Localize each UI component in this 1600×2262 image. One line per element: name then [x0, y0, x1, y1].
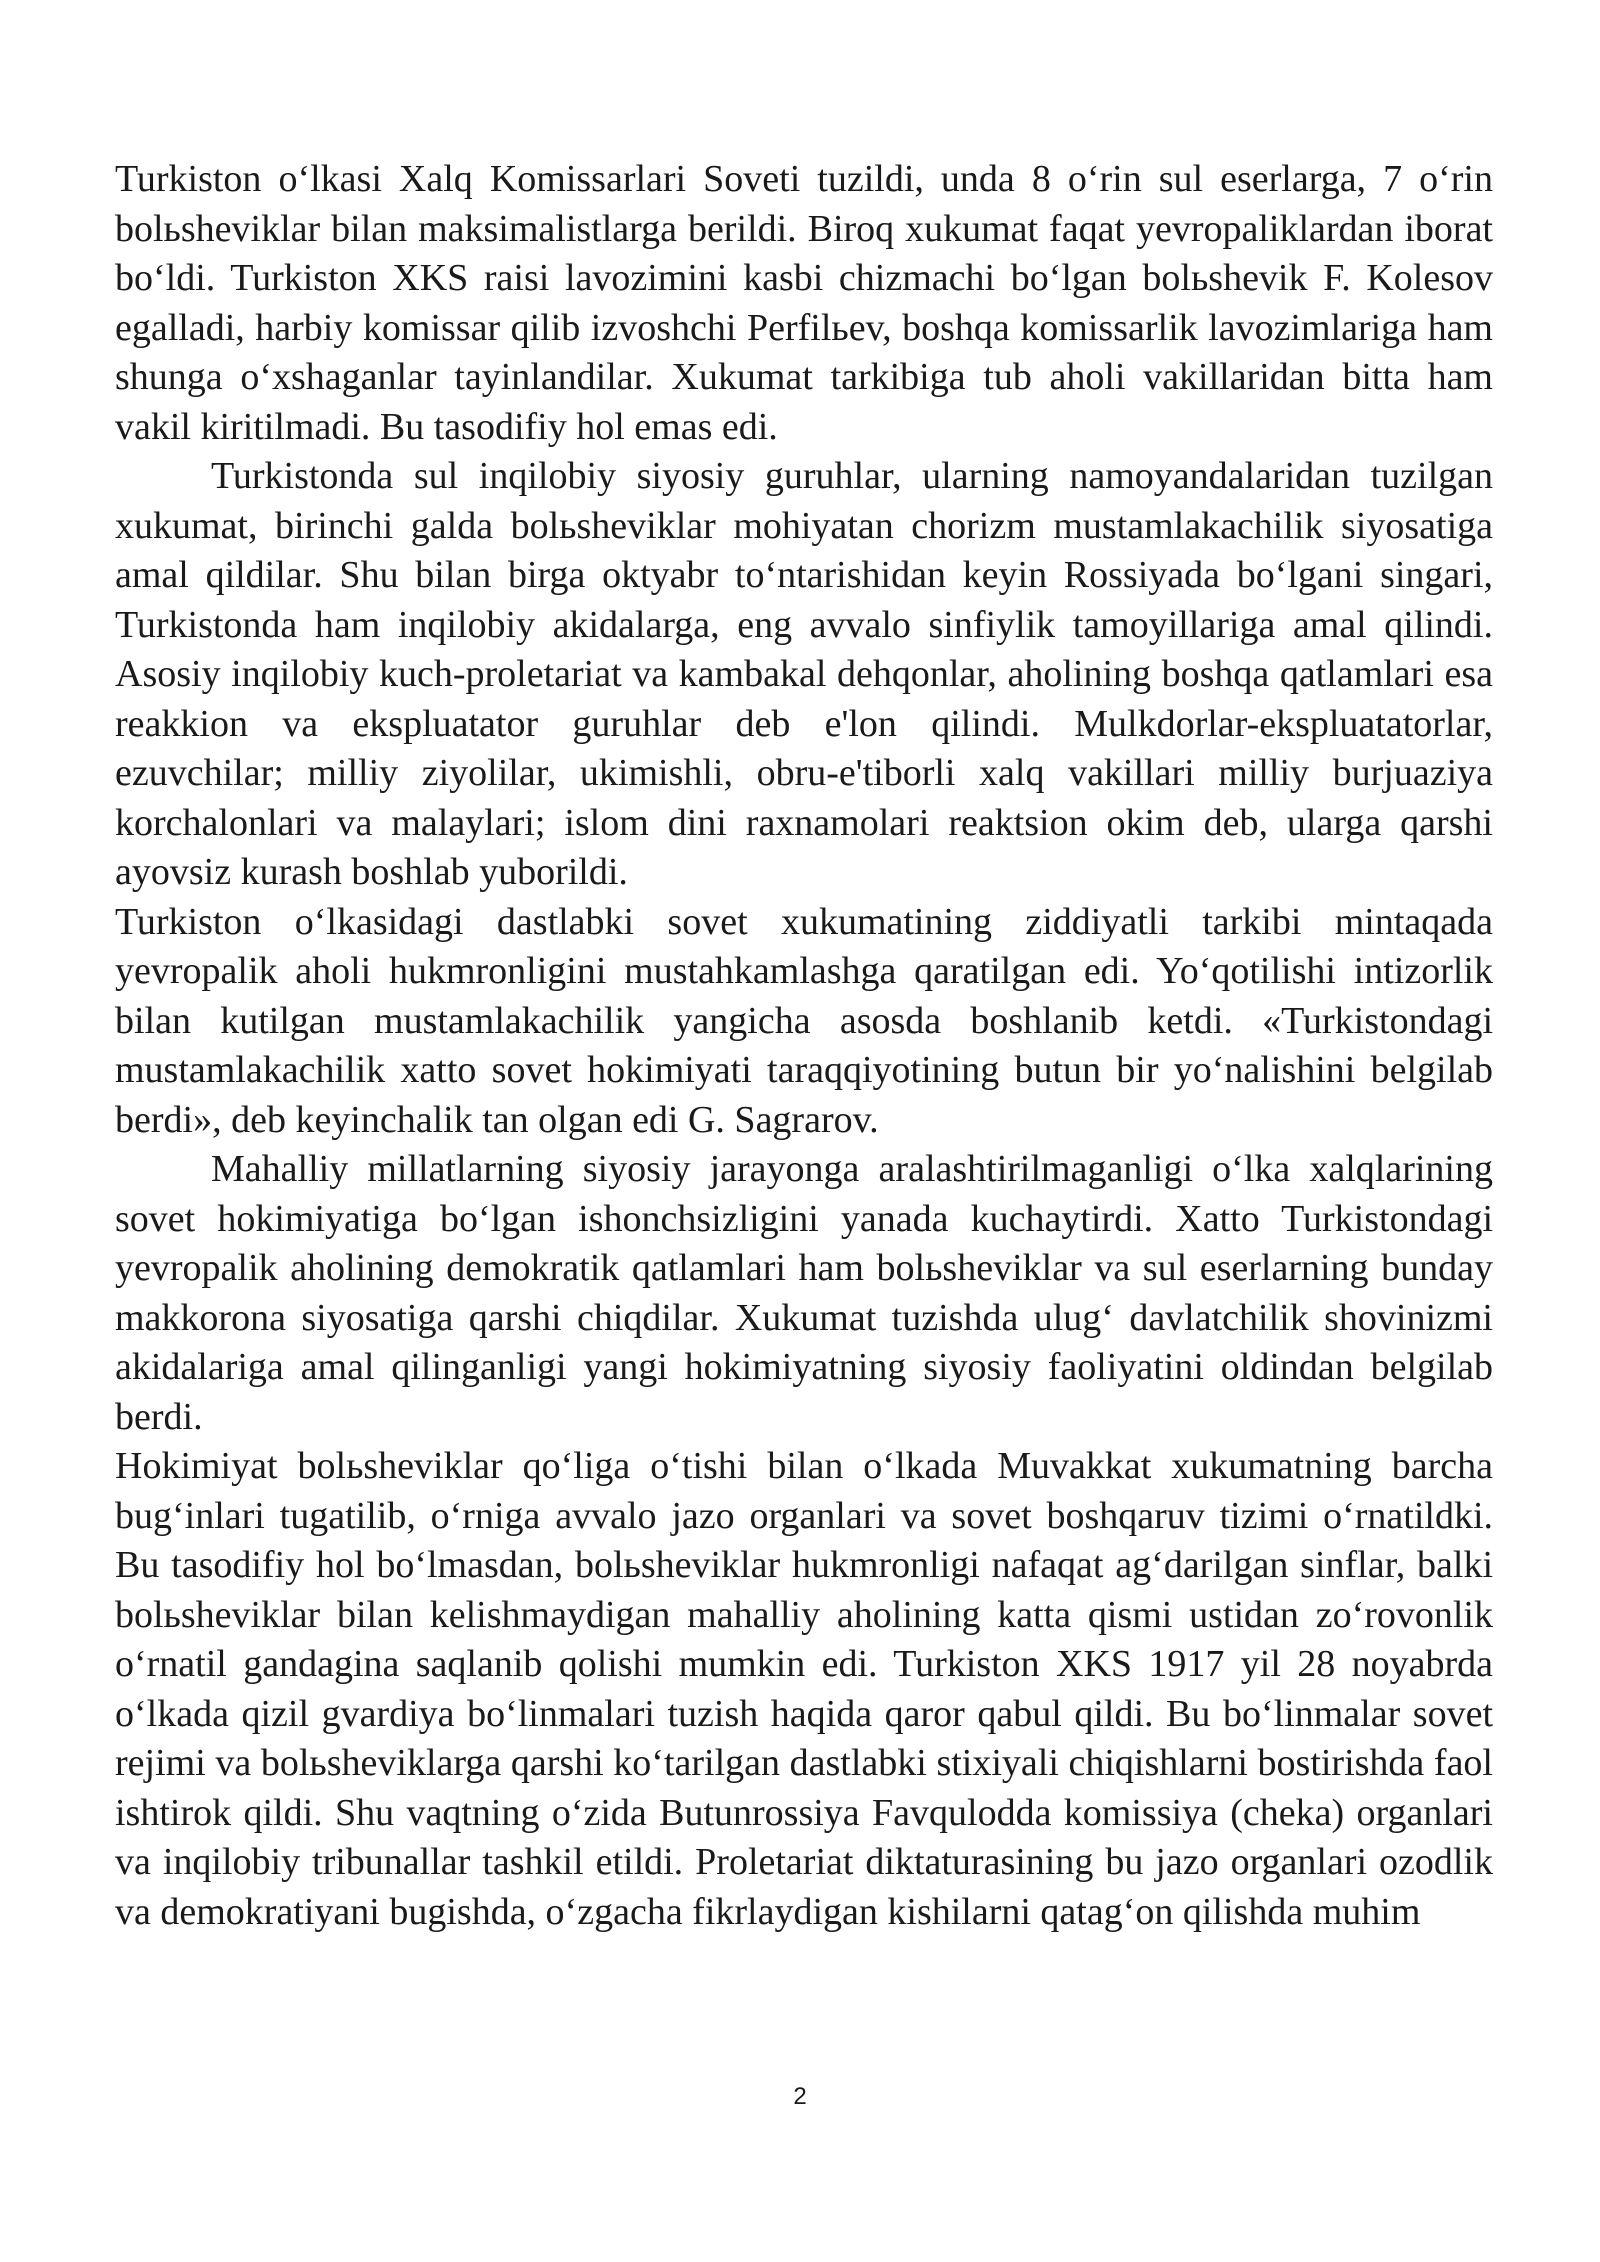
paragraph-2: Turkistonda sul inqilobiy siyosiy guruhlar, ularning namoyandalaridan tuzilgan xukumat, birinchi galda bolьsheviklar mohiyatan chorizm mustamlakachilik siyosatiga amal qildilar. Shu bilan birga oktyabr to‘ntarishidan keyin Rossiyada bo‘lgani singari, Turkistonda ham inqilobiy akidalarga, eng avvalo sinfiylik tamoyillariga amal qilindi. Asosiy inqilobiy kuch-proletariat va kambakal dehqonlar, aholining boshqa qatlamlari esa reakkion va ekspluatator guruhlar deb e'lon qilindi. Mulkdorlar-ekspluatatorlar, ezuvchilar; milliy ziyolilar, ukimishli, obru-e'tiborli xalq vakillari milliy burjuaziya korchalonlari va malaylari; islom dini raxnamolari reaktsion okim deb, ularga qarshi ayovsiz kurash boshlab yuborildi.: [115, 455, 1493, 893]
paragraph-3: Turkiston o‘lkasidagi dastlabki sovet xukumatining ziddiyatli tarkibi mintaqada yevropalik aholi hukmronligini mustahkamlashga qaratilgan edi. Yo‘qotilishi intizorlik bilan kutilgan mustamlakachilik yangicha asosda boshlanib ketdi. «Turkistondagi mustamlakachilik xatto sovet hokimiyati taraqqiyotining butun bir yo‘nalishini belgilab berdi», deb keyinchalik tan olgan edi G. Sagrarov.: [115, 900, 1493, 1141]
page-number: 2: [793, 2083, 807, 2110]
document-body: [115, 155, 1493, 1937]
paragraph-1: Turkiston o‘lkasi Xalq Komissarlari Soveti tuzildi, unda 8 o‘rin sul eserlarga, 7 o‘rin bolьsheviklar bilan maksimalistlarga berildi. Biroq xukumat faqat yevropaliklardan iborat bo‘ldi. Turkiston XKS raisi lavozimini kasbi chizmachi bo‘lgan bolьshevik F. Kolesov egalladi, harbiy komissar qilib izvoshchi Perfilьev, boshqa komissarlik lavozimlariga ham shunga o‘xshaganlar tayinlandilar. Xukumat tarkibiga tub aholi vakillaridan bitta ham vakil kiritilmadi. Bu tasodifiy hol emas edi.: [115, 158, 1493, 448]
paragraph-5: Hokimiyat bolьsheviklar qo‘liga o‘tishi bilan o‘lkada Muvakkat xukumatning barcha bug‘inlari tugatilib, o‘rniga avvalo jazo organlari va sovet boshqaruv tizimi o‘rnatildki. Bu tasodifiy hol bo‘lmasdan, bolьsheviklar hukmronligi nafaqat ag‘darilgan sinflar, balki bolьsheviklar bilan kelishmaydigan mahalliy aholining katta qismi ustidan zo‘rovonlik o‘rnatil gandagina saqlanib qolishi mumkin edi. Turkiston XKS 1917 yil 28 noyabrda o‘lkada qizil gvardiya bo‘linmalari tuzish haqida qaror qabul qildi. Bu bo‘linmalar sovet rejimi va bolьsheviklarga qarshi ko‘tarilgan dastlabki stixiyali chiqishlarni bostirishda faol ishtirok qildi. Shu vaqtning o‘zida Butunrossiya Favqulodda komissiya (cheka) organlari va inqilobiy tribunallar tashkil etildi. Proletariat diktaturasining bu jazo organlari ozodlik va demokratiyani bugishda, o‘zgacha fikrlaydigan kishilarni qatag‘on qilishda muhim: [115, 1445, 1493, 1933]
paragraph-4: Mahalliy millatlarning siyosiy jarayonga aralashtirilmaganligi o‘lka xalqlarining sovet hokimiyatiga bo‘lgan ishonchsizligini yanada kuchaytirdi. Xatto Turkistondagi yevropalik aholining demokratik qatlamlari ham bolьsheviklar va sul eserlarning bunday makkorona siyosatiga qarshi chiqdilar. Xukumat tuzishda ulug‘ davlatchilik shovinizmi akidalariga amal qilinganligi yangi hokimiyatning siyosiy faoliyatini oldindan belgilab berdi.: [115, 1148, 1493, 1438]
